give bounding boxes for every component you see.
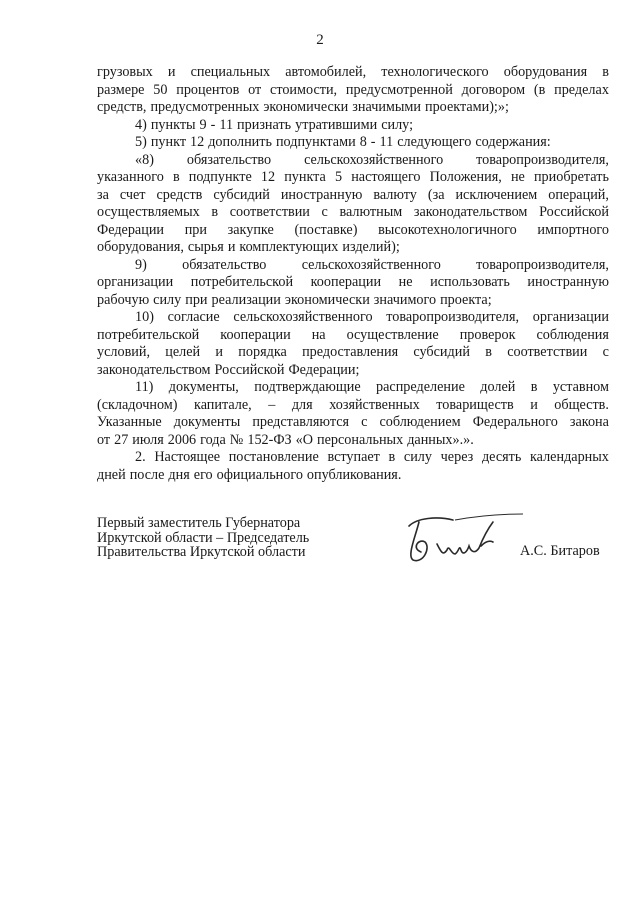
paragraph [97,117,609,135]
text-line: 11) документы, подтверждающие распределение долей в уставном [135,379,609,395]
paragraph [97,64,609,117]
text-line: 9) обязательство сельскохозяйственного товаропроизводителя, [135,256,609,273]
signatory-title-line: Иркутской области – Председатель [97,529,310,546]
text-line: указанного в подпункте 12 пункта 5 настоящего Положения, не приобретать [97,169,609,185]
text-line: 5) пункт 12 дополнить подпунктами 8 - 11 следующего содержания: [135,134,551,150]
paragraph [97,257,609,310]
text-line: за счет средств субсидий иностранную валюту (за исключением операций, [97,186,609,203]
text-line: организации потребительской кооперации не использовать иностранную [97,274,609,290]
text-line: 4) пункты 9 - 11 признать утратившими силу; [135,116,414,133]
text-line: осуществляемых в соответствии с валютным законодательством Российской [97,204,609,220]
text-line: 10) согласие сельскохозяйственного товаропроизводителя, организации [135,309,609,325]
text-line: «8) обязательство сельскохозяйственного товаропроизводителя, [135,151,609,168]
text-line: Указанные документы представляются с соблюдением Федерального закона [97,414,609,430]
text-line: дней после дня его официального опубликования. [97,466,402,483]
signatory-title-line: Первый заместитель Губернатора [97,515,301,531]
paragraph [97,134,609,152]
signatory-name: А.С. Битаров [520,543,600,559]
signatory-title-line: Правительства Иркутской области [97,544,306,560]
paragraph [97,309,609,379]
paragraph [97,379,609,449]
text-line: потребительской кооперации на осуществление проверок соблюдения [97,326,609,343]
signatory-title [97,516,309,560]
text-line: 2. Настоящее постановление вступает в силу через десять календарных [135,449,609,465]
text-line: средств, предусмотренных экономически значимыми проектами);»; [97,99,509,115]
text-line: законодательством Российской Федерации; [97,361,360,378]
paragraph [97,152,609,257]
text-line: размере 50 процентов от стоимости, предусмотренной договором (в пределах [97,81,609,98]
text-line: грузовых и специальных автомобилей, технологического оборудования в [97,64,609,80]
signature-block [97,516,617,576]
text-line: условий, целей и порядка предоставления субсидий в соответствии с [97,344,609,360]
text-line: Федерации при закупке (поставке) высокотехнологичного импортного [97,221,609,238]
text-line: от 27 июля 2006 года № 152-ФЗ «О персональных данных».». [97,431,474,448]
paragraph [97,449,609,484]
text-line: (складочном) капитале, – для хозяйственных товариществ и обществ. [97,396,609,413]
handwritten-signature [397,508,527,570]
text-line: оборудования, сырья и комплектующих изделий); [97,239,400,255]
page-number: 2 [316,32,324,48]
document-body [97,64,609,484]
text-line: рабочую силу при реализации экономически значимого проекта; [97,291,492,308]
